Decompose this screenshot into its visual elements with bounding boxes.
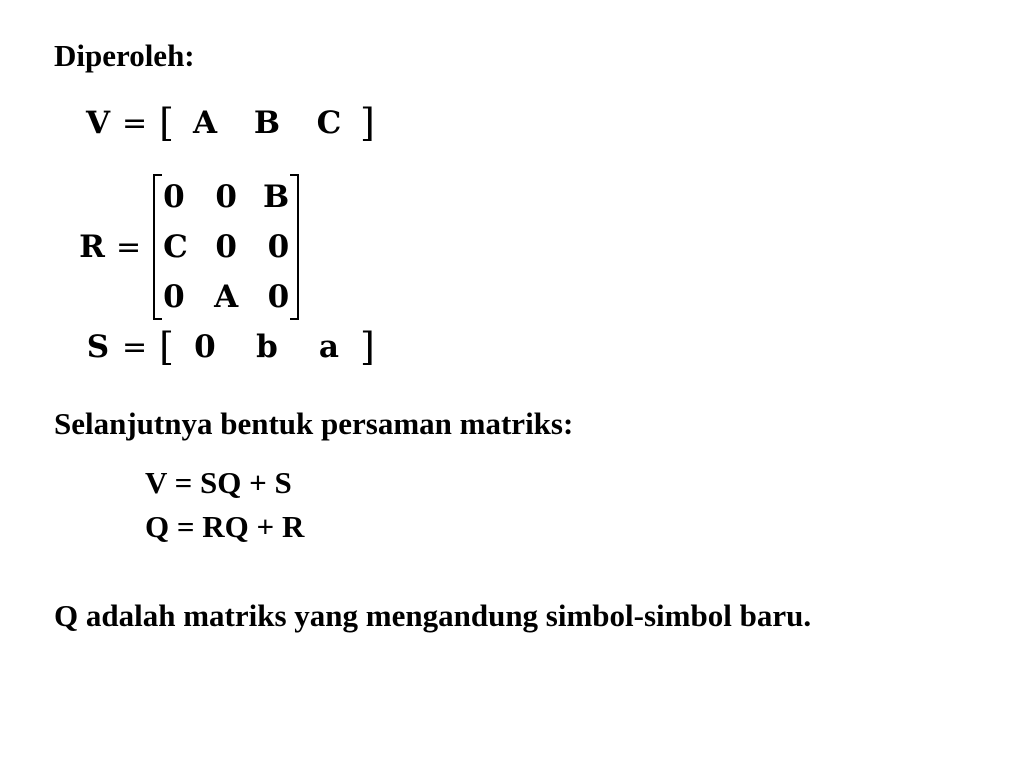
matrix-r-cell: 0 (163, 279, 185, 315)
equation-q: Q = RQ + R (145, 509, 305, 544)
right-bracket: ] (359, 101, 375, 145)
equation-v: V = SQ + S (145, 465, 292, 500)
equals-sign: = (116, 229, 142, 265)
vector-s-entry: a (318, 329, 340, 365)
left-bracket: [ (159, 325, 174, 369)
vector-s-equation (84, 324, 375, 370)
matrix-r-row (163, 222, 289, 272)
matrix-r-cell: 0 (215, 179, 237, 215)
vector-s (159, 325, 375, 369)
vector-v-entry: A (192, 105, 217, 141)
equals-sign: = (122, 105, 148, 141)
matrix-r (153, 172, 299, 322)
vector-s-entry: 0 (194, 329, 216, 365)
matrix-r-row (163, 172, 289, 222)
vector-s-entry: b (256, 329, 278, 365)
right-bracket: ] (359, 325, 375, 369)
matrix-r-cell: B (262, 179, 290, 215)
matrix-r-cell: 0 (267, 279, 290, 315)
matrix-r-row (163, 272, 289, 322)
vector-v-entry: C (316, 105, 342, 141)
matrix-r-cell: C (163, 229, 188, 265)
matrix-r-cell: 0 (163, 179, 185, 215)
left-bracket: [ (159, 101, 174, 145)
heading: Diperoleh: (54, 38, 195, 73)
matrix-r-cell: 0 (215, 229, 237, 265)
vector-v (159, 101, 375, 145)
equals-sign: = (122, 329, 148, 365)
matrix-r-symbol: R (79, 229, 105, 265)
matrix-r-equation (78, 172, 299, 322)
matrix-r-cell: A (214, 279, 239, 315)
conclusion: Q adalah matriks yang mengandung simbol-simbol baru. (54, 598, 812, 633)
subheading: Selanjutnya bentuk persaman matriks: (54, 406, 574, 441)
vector-v-symbol: V (85, 105, 111, 141)
vector-v-equation (84, 100, 375, 146)
matrix-r-cell: 0 (267, 229, 290, 265)
vector-s-symbol: S (86, 329, 110, 365)
vector-v-entry: B (253, 105, 281, 141)
